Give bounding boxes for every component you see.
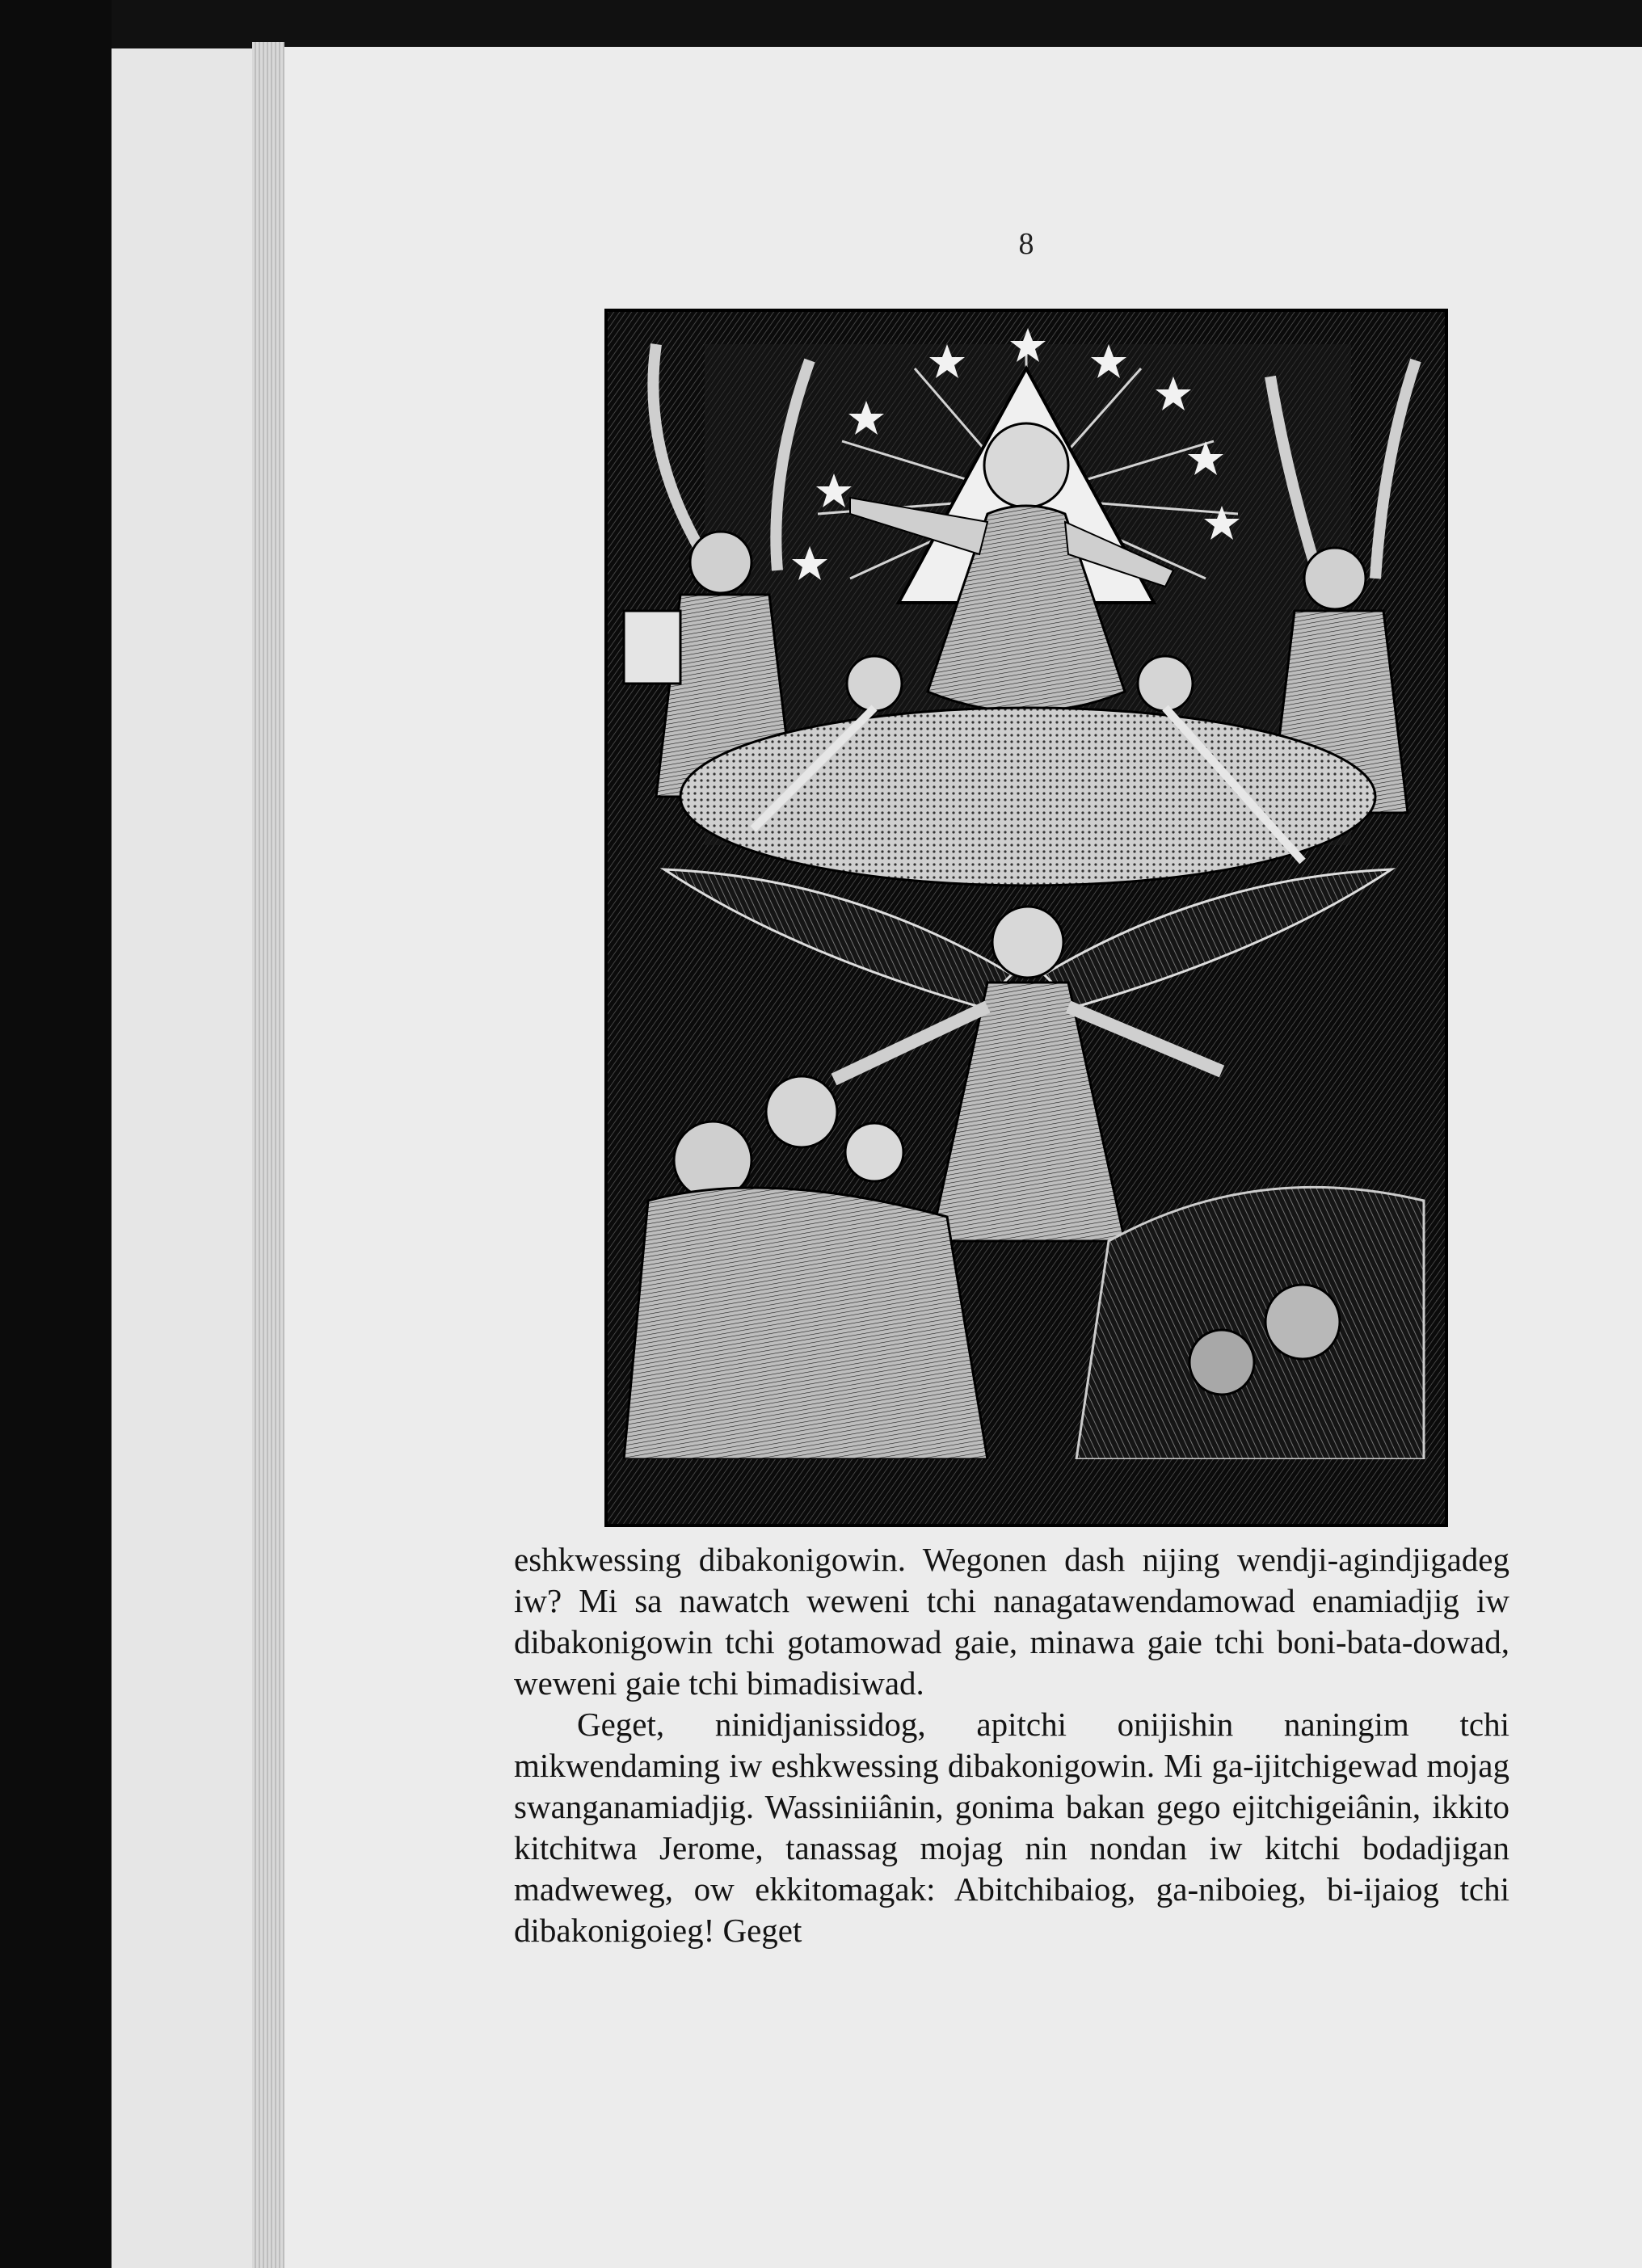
last-judgment-engraving-icon [604, 309, 1448, 1527]
scan-shadow [0, 0, 112, 2268]
paragraph-2: Geget, ninidjanissidog, apitchi onijishin naningim tchi mikwendaming iw eshkwessing dibakonigowin. Mi ga-ijitchigewad mojag swanganamiadjig. Wassiniiânin, gonima bakan gego ejitchigeiânin, ikkito kitchitwa Jerome, tanassag mojag nin nondan iw kitchi bodadjigan madweweg, ow ekkitomagak: Abitchibaiog, ga-niboieg, bi-ijaiog tchi dibakonigoieg! Geget [514, 1706, 1509, 1949]
body-text [514, 1539, 1509, 1951]
page-stack-edges [252, 42, 284, 2268]
paragraph-1: eshkwessing dibakonigowin. Wegonen dash nijing wendji-agindjigadeg iw? Mi sa nawatch weweni tchi nanagatawendamowad enamiadjig iw dibakonigowin tchi gotamowad gaie, minawa gaie tchi boni-bata-dowad, weweni gaie tchi bimadisiwad. [514, 1541, 1509, 1702]
page-number: 8 [1018, 227, 1034, 261]
